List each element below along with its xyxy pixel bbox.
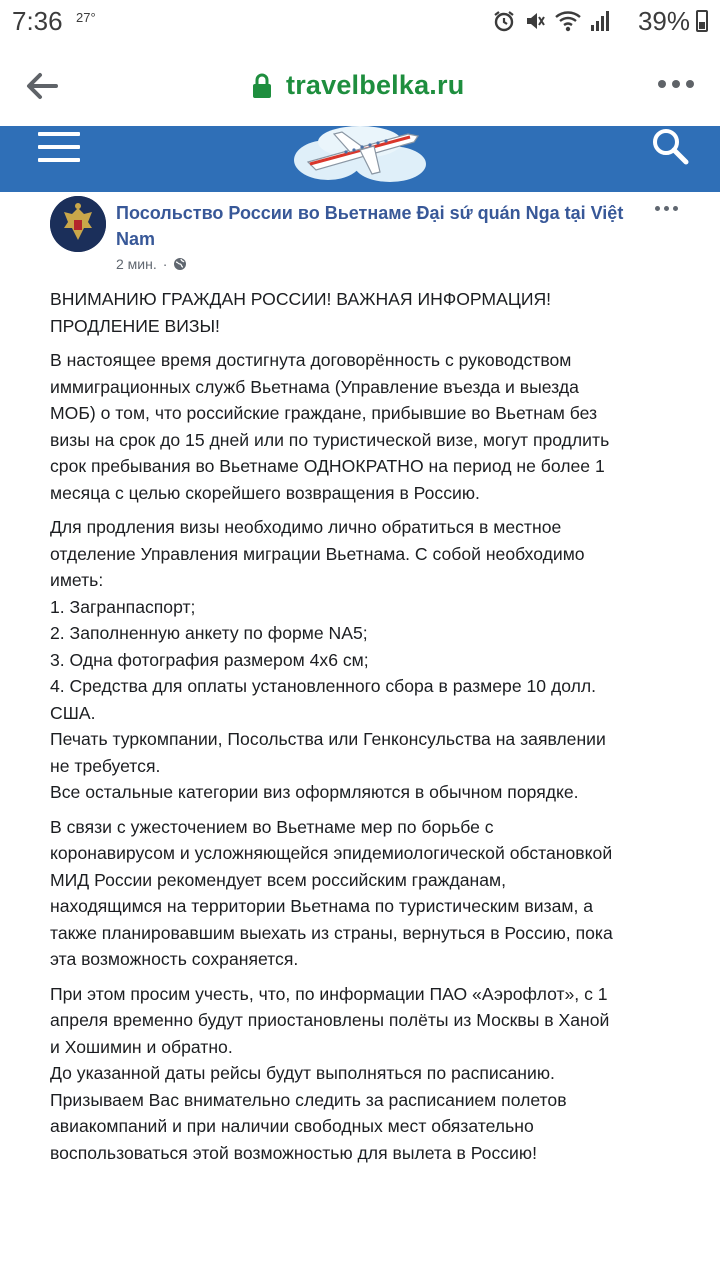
post-text-line: воспользоваться этой возможностью для вылета в Россию!	[50, 1142, 537, 1163]
post-text-line: месяца с целью скорейшего возвращения в Россию.	[50, 482, 480, 503]
post-text-line: также планировавшим выехать из страны, вернуться в Россию, пока	[50, 922, 613, 943]
post-text-line: не требуется.	[50, 755, 161, 776]
alarm-icon	[492, 9, 516, 33]
status-temperature: 27°	[76, 10, 96, 25]
post-text-line: В настоящее время достигнута договорённость с руководством	[50, 350, 572, 370]
post-text-line: При этом просим учесть, что, по информации ПАО «Аэрофлот», с 1	[50, 983, 608, 1004]
post-paragraph	[50, 286, 680, 339]
globe-icon	[173, 257, 187, 271]
post-text-line: коронавирусом и усложняющейся эпидемиологической обстановкой	[50, 843, 613, 863]
post-text-line: визы на срок до 15 дней или по туристической визе, могут продлить	[50, 429, 610, 450]
site-header	[0, 126, 720, 192]
lock-icon	[252, 73, 272, 99]
post-text-line: До указанной даты рейсы будут выполняться по расписанию.	[50, 1063, 555, 1083]
post-text-line: Все остальные категории виз оформляются в обычном порядке.	[50, 782, 579, 802]
post-body	[50, 286, 680, 1174]
list-item: 1. Загранпаспорт;	[50, 596, 196, 617]
post-text-line: В связи с ужесточением во Вьетнаме мер по борьбе с	[50, 816, 494, 837]
post-text-line: иммиграционных служб Вьетнама (Управление въезда и выезда	[50, 376, 579, 397]
post-text-line: Призываем Вас внимательно следить за расписанием полетов	[50, 1089, 567, 1110]
coat-of-arms-icon	[50, 196, 106, 252]
post-text-line: МИД России рекомендует всем российским гражданам,	[50, 869, 506, 890]
wifi-icon	[554, 9, 582, 33]
post-text-line: авиакомпаний и при наличии свободных мест обязательно	[50, 1116, 534, 1136]
browser-url-bar	[0, 44, 720, 126]
status-time: 7:36	[12, 6, 63, 36]
post-paragraph	[50, 514, 680, 806]
meta-separator: ·	[162, 256, 168, 272]
post-text-line: ПРОДЛЕНИЕ ВИЗЫ!	[50, 315, 220, 336]
signal-icon	[590, 9, 612, 33]
post-paragraph	[50, 814, 680, 973]
post-time[interactable]: 2 мин.	[116, 256, 157, 272]
battery-level: 39%	[637, 6, 690, 36]
battery-icon	[696, 10, 708, 32]
list-item: 3. Одна фотография размером 4х6 см;	[50, 649, 369, 670]
url-text: travelbelka.ru	[286, 70, 465, 100]
back-arrow-icon[interactable]	[24, 68, 60, 104]
post-paragraph	[50, 347, 680, 506]
post-text-line: Печать туркомпании, Посольства или Генконсульства на заявлении	[50, 729, 606, 749]
post-text-line: МОБ) о том, что российские граждане, прибывшие во Вьетнам без	[50, 403, 598, 423]
mute-icon	[524, 9, 546, 33]
post-text-line: срок пребывания во Вьетнаме ОДНОКРАТНО на период не более 1	[50, 456, 605, 476]
url-display[interactable]	[252, 70, 464, 101]
status-icons	[492, 8, 612, 34]
menu-icon[interactable]	[38, 132, 80, 164]
post-paragraph	[50, 981, 680, 1167]
post-author-link[interactable]: Посольство России во Вьетнаме Đại sứ quán Nga tại Việt Nam	[116, 203, 624, 249]
airplane-logo[interactable]	[290, 126, 430, 188]
post-text-line: эта возможность сохраняется.	[50, 949, 299, 969]
post-text-line: иметь:	[50, 570, 104, 590]
post-text-line: находящимся на территории Вьетнама по туристическим визам, а	[50, 896, 594, 916]
post-text-line: ВНИМАНИЮ ГРАЖДАН РОССИИ! ВАЖНАЯ ИНФОРМАЦИЯ!	[50, 289, 552, 309]
list-item: 4. Средства для оплаты установленного сбора в размере 10 долл.	[50, 676, 597, 696]
post-text-line: отделение Управления миграции Вьетнама. С собой необходимо	[50, 543, 585, 564]
post-text-line: Для продления визы необходимо лично обратиться в местное	[50, 517, 562, 537]
list-item: 2. Заполненную анкету по форме NA5;	[50, 623, 368, 643]
more-vert-icon[interactable]	[658, 80, 694, 88]
post-meta	[116, 256, 187, 272]
post-text-line: и Хошимин и обратно.	[50, 1036, 233, 1057]
search-icon[interactable]	[650, 126, 690, 166]
post-text-line: США.	[50, 702, 96, 723]
post-text-line: апреля временно будут приостановлены полёты из Москвы в Ханой	[50, 1010, 610, 1030]
avatar[interactable]	[50, 196, 106, 252]
status-bar	[0, 0, 720, 44]
post-options-icon[interactable]	[655, 206, 678, 211]
